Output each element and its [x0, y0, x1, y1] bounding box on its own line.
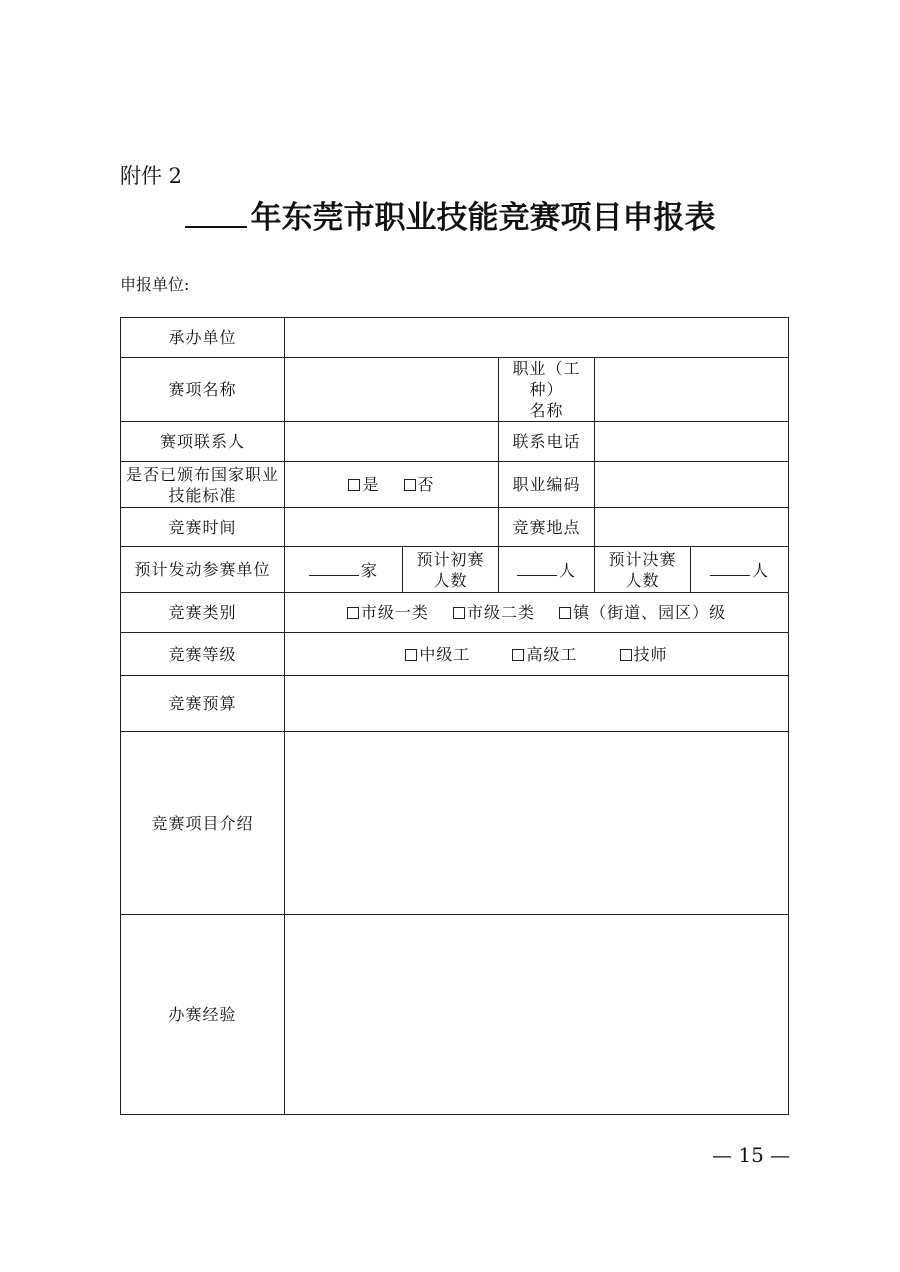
phone-field[interactable]: [595, 422, 789, 462]
category-option-1[interactable]: 市级一类: [347, 603, 429, 622]
participants-count-field[interactable]: 家: [285, 547, 403, 593]
level-option-1[interactable]: 中级工: [405, 645, 470, 664]
row-standard: [121, 462, 789, 508]
row-participants: [121, 547, 789, 593]
checkbox-icon[interactable]: [453, 607, 465, 619]
budget-field[interactable]: [285, 676, 789, 732]
prelim-count-field[interactable]: 人: [499, 547, 595, 593]
venue-field[interactable]: [595, 508, 789, 547]
occupation-label-line2: 名称: [529, 401, 564, 420]
blank-line[interactable]: [710, 558, 750, 576]
standard-options: [285, 462, 499, 508]
category-options: [285, 593, 789, 633]
row-organizer: [121, 318, 789, 358]
applicant-label: 申报单位:: [120, 275, 190, 294]
row-event-name: [121, 358, 789, 422]
year-blank: [185, 198, 247, 228]
blank-line[interactable]: [309, 558, 359, 576]
standard-label-line1: 是否已颁布国家职业: [125, 464, 279, 484]
level-options: [285, 633, 789, 676]
venue-label: 竞赛地点: [499, 508, 595, 547]
category-option-2[interactable]: 市级二类: [453, 603, 535, 622]
row-level: [121, 633, 789, 676]
row-time: [121, 508, 789, 547]
row-budget: [121, 676, 789, 732]
checkbox-icon[interactable]: [512, 649, 524, 661]
event-name-label: 赛项名称: [121, 358, 285, 422]
event-name-field[interactable]: [285, 358, 499, 422]
row-intro: [121, 732, 789, 915]
occupation-label-line1: 职业（工种）: [512, 359, 581, 399]
occupation-field[interactable]: [595, 358, 789, 422]
occupation-code-label: 职业编码: [499, 462, 595, 508]
experience-label: 办赛经验: [121, 915, 285, 1115]
standard-label: [121, 462, 285, 508]
form-title: [0, 192, 900, 237]
standard-option-no[interactable]: 否: [404, 475, 435, 494]
intro-label: 竞赛项目介绍: [121, 732, 285, 915]
time-label: 竞赛时间: [121, 508, 285, 547]
time-field[interactable]: [285, 508, 499, 547]
occupation-label: [499, 358, 595, 422]
standard-label-line2: 技能标准: [168, 485, 237, 505]
occupation-code-field[interactable]: [595, 462, 789, 508]
category-label: 竞赛类别: [121, 593, 285, 633]
experience-field[interactable]: [285, 915, 789, 1115]
checkbox-icon[interactable]: [347, 607, 359, 619]
organizer-label: 承办单位: [121, 318, 285, 358]
contact-field[interactable]: [285, 422, 499, 462]
category-option-3[interactable]: 镇（街道、园区）级: [559, 603, 726, 622]
organizer-field[interactable]: [285, 318, 789, 358]
form-title-text: 年东莞市职业技能竞赛项目申报表: [250, 200, 716, 236]
phone-label: 联系电话: [499, 422, 595, 462]
level-option-3[interactable]: 技师: [620, 645, 668, 664]
row-category: [121, 593, 789, 633]
level-option-2[interactable]: 高级工: [512, 645, 577, 664]
row-experience: [121, 915, 789, 1115]
budget-label: 竞赛预算: [121, 676, 285, 732]
checkbox-icon[interactable]: [404, 479, 416, 491]
blank-line[interactable]: [517, 558, 557, 576]
checkbox-icon[interactable]: [348, 479, 360, 491]
prelim-label: 预计初赛 人数: [403, 547, 499, 593]
attachment-label: 附件 2: [120, 164, 183, 188]
participants-label: 预计发动参赛单位: [121, 547, 285, 593]
contact-label: 赛项联系人: [121, 422, 285, 462]
final-count-field[interactable]: 人: [691, 547, 789, 593]
intro-field[interactable]: [285, 732, 789, 915]
final-label: 预计决赛 人数: [595, 547, 691, 593]
standard-option-yes[interactable]: 是: [348, 475, 379, 494]
level-label: 竞赛等级: [121, 633, 285, 676]
checkbox-icon[interactable]: [620, 649, 632, 661]
application-form-table: [120, 317, 789, 1115]
row-contact: [121, 422, 789, 462]
page-number: — 15 —: [712, 1143, 791, 1167]
checkbox-icon[interactable]: [405, 649, 417, 661]
checkbox-icon[interactable]: [559, 607, 571, 619]
